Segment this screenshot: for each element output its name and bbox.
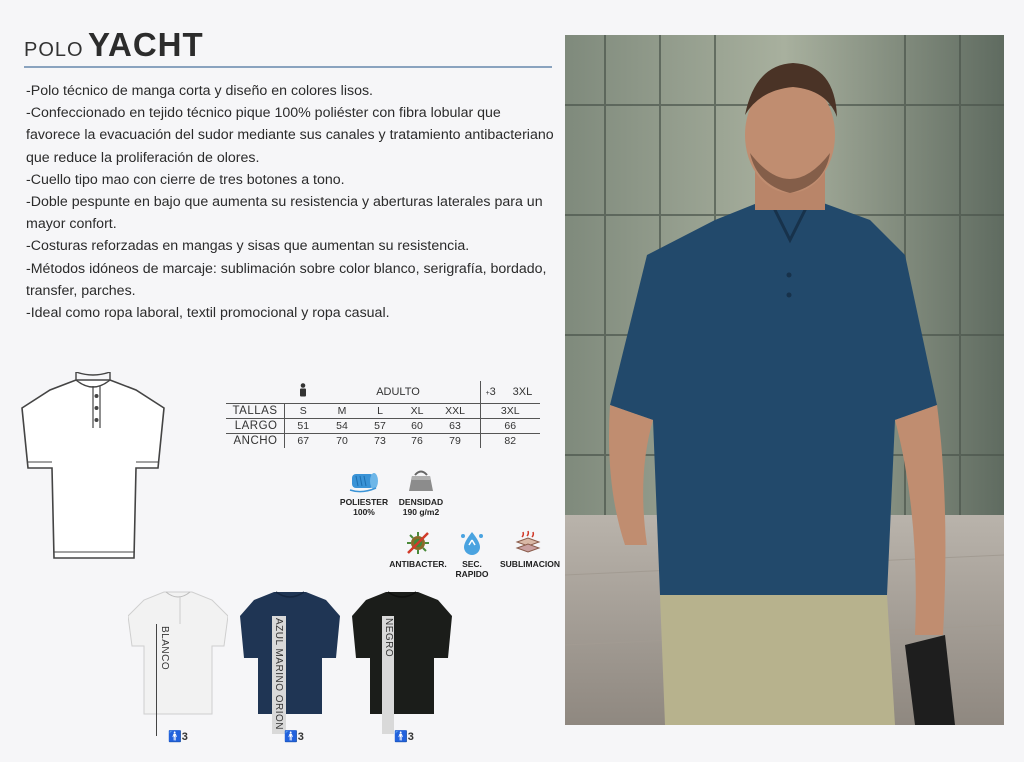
thread-spool-icon — [348, 466, 380, 494]
feature-polyester — [336, 466, 392, 517]
kid-size-mark: 🚹3 — [168, 731, 188, 743]
color-name: NEGRO — [383, 618, 394, 658]
color-variant-navy — [240, 588, 340, 748]
table-cell: S — [284, 403, 322, 418]
description-line: -Costuras reforzadas en mangas y sisas que aumentan su resistencia. — [26, 238, 470, 255]
table-cell: 60 — [411, 419, 423, 432]
polo-navy-swatch — [240, 588, 340, 718]
description-line: -Métodos idóneos de marcaje: sublimación sobre color blanco, serigrafía, bordado, transfer, parches. — [26, 260, 547, 299]
kid-size-mark: 🚹3 — [394, 731, 414, 743]
table-cell: L — [377, 404, 383, 417]
table-cell: 82 — [480, 433, 540, 448]
row-label: ANCHO — [233, 434, 278, 447]
kid-size-header: 3XL — [512, 385, 533, 398]
polyester-line2: 100% — [353, 507, 375, 517]
sublimation-icon — [513, 530, 543, 556]
table-cell: XL — [410, 404, 424, 417]
table-cell: 51 — [284, 418, 322, 433]
color-variant-black — [352, 588, 452, 748]
row-label: LARGO — [234, 419, 278, 432]
table-cell: 57 — [374, 419, 386, 432]
model-photo — [565, 35, 1004, 725]
quick-dry-label: SEC. RAPIDO — [455, 559, 489, 579]
table-cell: 70 — [336, 434, 348, 447]
title-underline — [24, 66, 552, 68]
feature-antibacterial — [388, 530, 448, 569]
kid-label: +3 — [480, 381, 501, 403]
table-cell: M — [337, 404, 347, 417]
kid-size-mark: 🚹3 — [284, 731, 304, 743]
polo-technical-drawing — [18, 372, 168, 568]
product-description — [26, 80, 556, 324]
table-cell: 66 — [480, 418, 540, 433]
antibacterial-icon — [404, 530, 432, 556]
description-line: -Confeccionado en tejido técnico pique 100% poliéster con fibra lobular que favorece la evacuación del sudor mediante sus canales y tratamiento antibacteriano que reduce la proliferación de olores. — [26, 105, 554, 166]
density-line2: 190 g/m2 — [402, 507, 440, 517]
product-title — [24, 26, 204, 64]
table-row — [226, 418, 540, 433]
table-cell: 67 — [284, 433, 322, 448]
description-line: -Cuello tipo mao con cierre de tres botones a tono. — [26, 171, 345, 188]
variant-divider — [156, 624, 157, 736]
table-cell: XXL — [445, 404, 465, 417]
table-cell: 73 — [374, 434, 386, 447]
table-cell: 79 — [449, 434, 461, 447]
color-name: BLANCO — [159, 626, 170, 671]
color-name: AZUL MARINO ORION — [273, 618, 284, 731]
feature-sublimation — [500, 530, 560, 569]
title-name: YACHT — [88, 26, 204, 63]
polyester-line1: POLIESTER — [339, 497, 389, 507]
weight-icon — [407, 466, 435, 494]
feature-quick-dry — [446, 530, 498, 579]
adult-group-label: ADULTO — [376, 385, 420, 398]
antibacterial-label: ANTIBACTER. — [389, 559, 447, 569]
table-cell: 63 — [449, 419, 461, 432]
table-cell: 54 — [336, 419, 348, 432]
size-table — [226, 381, 540, 448]
title-prefix: POLO — [24, 39, 84, 61]
color-variant-white — [128, 588, 228, 748]
polo-white-swatch — [128, 588, 228, 718]
feature-density — [393, 466, 449, 517]
table-cell: 76 — [411, 434, 423, 447]
sublimation-label: SUBLIMACION — [500, 559, 560, 569]
table-row — [226, 433, 540, 448]
density-line1: DENSIDAD — [398, 497, 444, 507]
polo-black-swatch — [352, 588, 452, 718]
description-line: -Polo técnico de manga corta y diseño en colores lisos. — [26, 83, 373, 99]
table-row — [226, 403, 540, 418]
table-cell: 3XL — [480, 403, 540, 418]
adult-icon — [284, 381, 322, 403]
row-label: TALLAS — [232, 404, 278, 417]
description-line: -Ideal como ropa laboral, textil promocional y ropa casual. — [26, 305, 390, 322]
description-line: -Doble pespunte en bajo que aumenta su resistencia y aberturas laterales para un mayor confort. — [26, 194, 543, 233]
water-drop-icon — [458, 530, 486, 556]
